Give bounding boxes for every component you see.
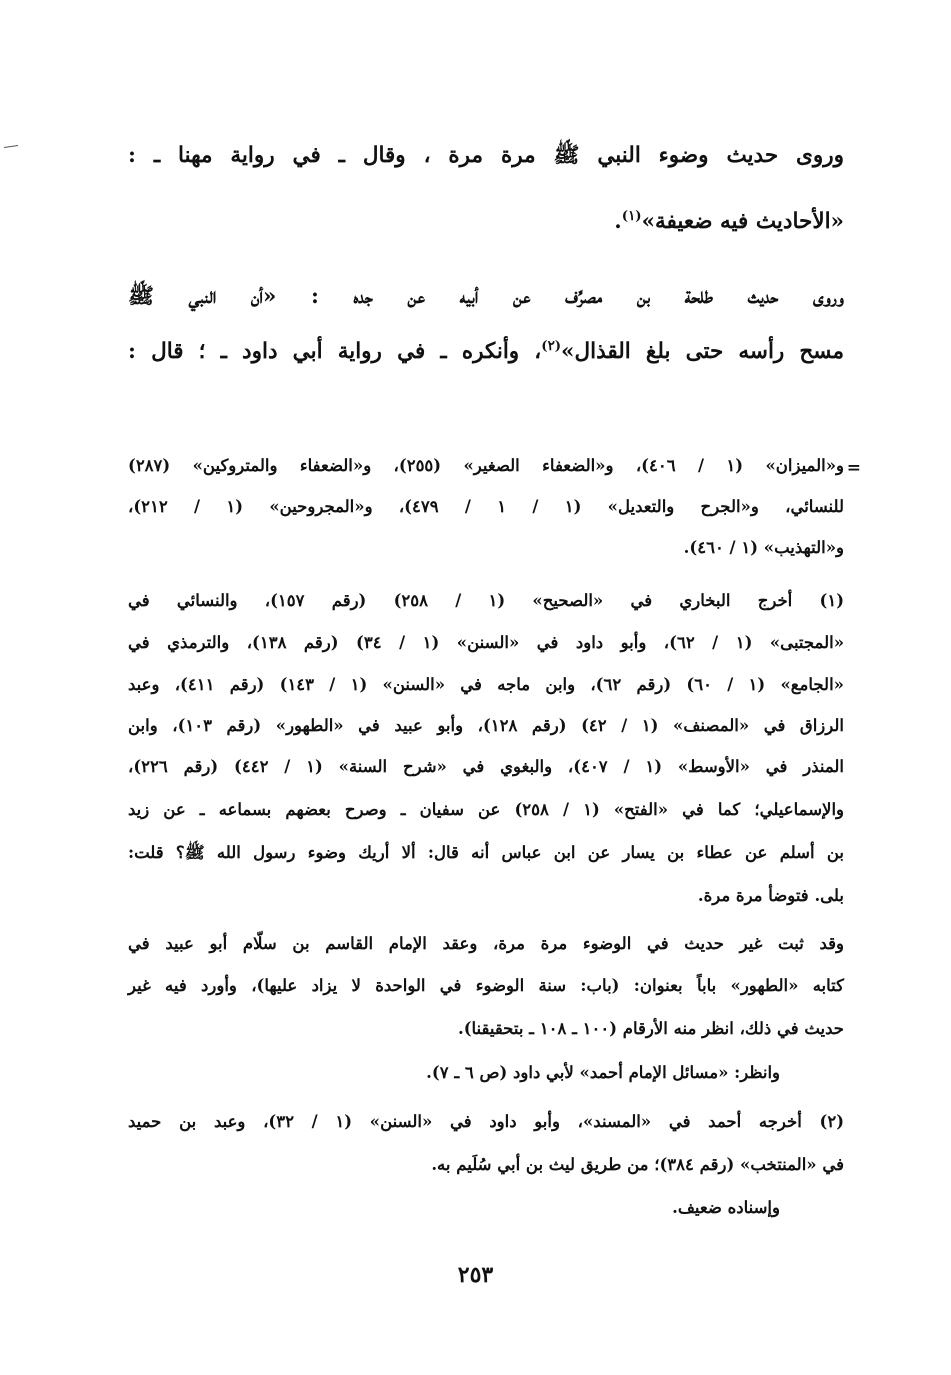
main-line-1: وروى حديث وضوء النبي ﷺ مرة مرة ، وقال ـ في رواية مهنا ـ :: [128, 143, 844, 168]
main-line-4-tail: ، وأنكره ـ في رواية أبي داود ـ ؛ قال :: [128, 339, 542, 365]
main-line-4-text: مسح رأسه حتى بلغ القذال»: [561, 339, 845, 365]
main-line-4: [128, 338, 844, 364]
continuation-line-3: و«التهذيب» (١ / ٤٦٠).: [683, 538, 844, 557]
main-line-2: [128, 208, 844, 234]
main-line-3: وروى حديث طلحة بن مصرِّف عن أبيه عن جده : «أن النبي ﷺ: [128, 284, 844, 309]
footnote-ref-1: (١): [621, 208, 642, 224]
footnote-1-line-7: بن أسلم عن عطاء بن يسار عن ابن عباس أنه قال: ألا أريك وضوء رسول الله ﷺ؟ قلت:: [128, 843, 844, 862]
continuation-line-2: للنسائي، و«الجرح والتعديل» (١ / ١ / ٤٧٩)، و«المجروحين» (١ / ٢١٢)،: [128, 497, 845, 516]
footnote-1-line-6: والإسماعيلي؛ كما في «الفتح» (١ / ٢٥٨) عن سفيان ـ وصرح بعضهم بسماعه ـ عن زيد: [128, 800, 844, 819]
footnote-1-line-1: (١) أخرج البخاري في «الصحيح» (١ / ٢٥٨) (رقم ١٥٧)، والنسائي في: [128, 591, 844, 610]
footnote-1-line-8: بلى. فتوضأ مرة مرة.: [697, 886, 844, 905]
footnote-1-extra-line-1: وقد ثبت غير حديث في الوضوء مرة مرة، وعقد الإمام القاسم بن سلّام أبو عبيد في: [128, 934, 844, 953]
footnote-2-line-3: وإسناده ضعيف.: [672, 1198, 780, 1217]
footnote-1-extra-line-2: كتابه «الطهور» باباً بعنوان: (باب: سنة الوضوء في الواحدة لا يزاد عليها)، وأورد فيه غير: [128, 976, 844, 995]
main-line-2-text: «الأحاديث فيه ضعيفة»: [641, 209, 844, 235]
page-body: [128, 0, 861, 1375]
main-line-2-tail: .: [614, 209, 622, 235]
continuation-line-1: و«الميزان» (١ / ٤٠٦)، و«الضعفاء الصغير» (٢٥٥)، و«الضعفاء والمتروكين» (٢٨٧): [128, 456, 844, 475]
footnote-1-line-3: «الجامع» (١ / ٦٠) (رقم ٦٢)، وابن ماجه في «السنن» (١ / ١٤٣) (رقم ٤١١)، وعبد: [128, 675, 844, 694]
footnote-1-extra-line-3: حديث في ذلك، انظر منه الأرقام (١٠٠ ـ ١٠٨ ـ بتحقيقنا).: [457, 1019, 844, 1038]
footnote-ref-2: (٢): [541, 338, 562, 354]
footnote-1-extra-line-4: وانظر: «مسائل الإمام أحمد» لأبي داود (ص ٦ ـ ٧).: [426, 1063, 780, 1082]
footnote-1-line-4: الرزاق في «المصنف» (١ / ٤٢) (رقم ١٢٨)، وأبو عبيد في «الطهور» (رقم ١٠٣)، وابن: [128, 716, 844, 735]
footnote-1-line-5: المنذر في «الأوسط» (١ / ٤٠٧)، والبغوي في «شرح السنة» (١ / ٤٤٢) (رقم ٢٢٦)،: [128, 757, 845, 776]
page-number: ٢٥٣: [457, 1262, 494, 1288]
footnote-1-line-2: «المجتبى» (١ / ٦٢)، وأبو داود في «السنن» (١ / ٣٤) (رقم ١٣٨)، والترمذي في: [128, 633, 845, 652]
continuation-marker: =: [846, 458, 861, 478]
footnote-2-line-2: في «المنتخب» (رقم ٣٨٤)؛ من طريق ليث بن أبي سُلَيم به.: [431, 1155, 844, 1174]
footnote-2-line-1: (٢) أخرجه أحمد في «المسند»، وأبو داود في «السنن» (١ / ٣٢)، وعبد بن حميد: [128, 1112, 844, 1131]
margin-mark: [4, 145, 18, 148]
